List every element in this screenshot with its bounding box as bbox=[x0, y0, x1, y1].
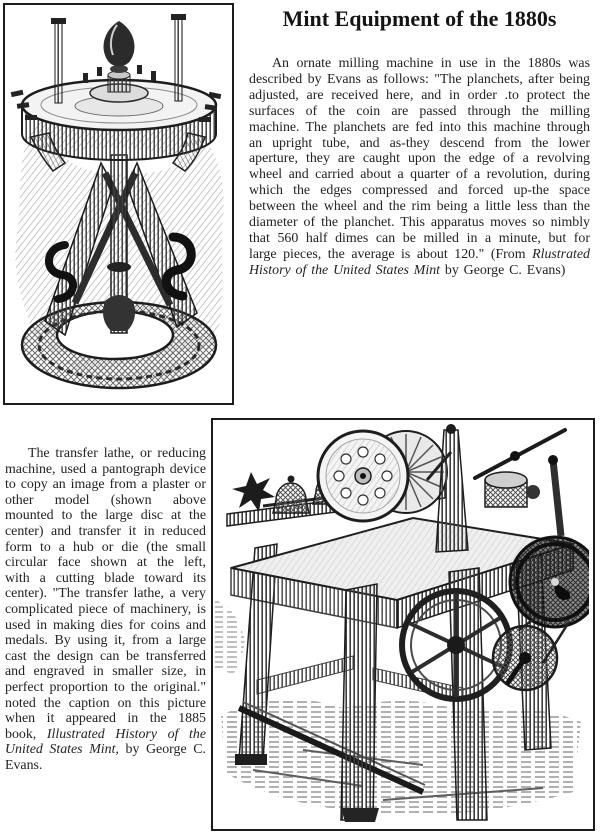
paragraph2-book-title: Illustrated History of the United States Mint, bbox=[5, 726, 206, 758]
transfer-lathe-paragraph bbox=[5, 446, 206, 773]
milling-machine-figure bbox=[3, 3, 234, 405]
paragraph1-text: An ornate milling machine in use in the 1880s was described by Evans as follows: "The planchets, after being adjusted, are received here, and in order .to protect the surfaces of the coin are passed through the milling machine. The planchets are fed into this machine through an upright tube, and as-they descend from the lower aperture, they are caught upon the edge of a revolving wheel and carried about a quarter of a revolution, during which the edges compressed and forced up-the space between the wheel and the rim being a little less than the diameter of the planchet. This apparatus moves so nimbly that 560 half dimes can be milled in a minute, but for large pieces, the average is about 120." (From bbox=[249, 56, 590, 262]
article-column bbox=[249, 6, 590, 279]
caption-column bbox=[5, 446, 206, 773]
page-title: Mint Equipment of the 1880s bbox=[282, 6, 557, 31]
transfer-lathe-figure bbox=[211, 418, 595, 831]
paragraph2-credit: by George C. Evans. bbox=[5, 742, 206, 773]
milling-machine-paragraph bbox=[249, 56, 590, 279]
paragraph1-credit: by George C. Evans) bbox=[440, 262, 566, 278]
transfer-lathe-engraving bbox=[213, 420, 589, 825]
milling-machine-engraving bbox=[5, 5, 232, 403]
paragraph2-text: The transfer lathe, or reducing machine, used a pantograph device to copy an image from a plaster or other model (shown above mounted to the large disc at the center) and transfer it in reduced form to a hub or die (the small circular face shown at the left, with a cutting blade toward its center). "The transfer lathe, a very complicated piece of machinery, is used in making dies for coins and medals. By using it, from a large cast the design can be transferred and engraved in smaller size, in perfect proportion to the original." noted the caption on this picture when it appeared in the 1885 book, bbox=[5, 446, 206, 742]
paragraph1-book-title: Rlustrated History of the United States Mint bbox=[249, 246, 590, 278]
